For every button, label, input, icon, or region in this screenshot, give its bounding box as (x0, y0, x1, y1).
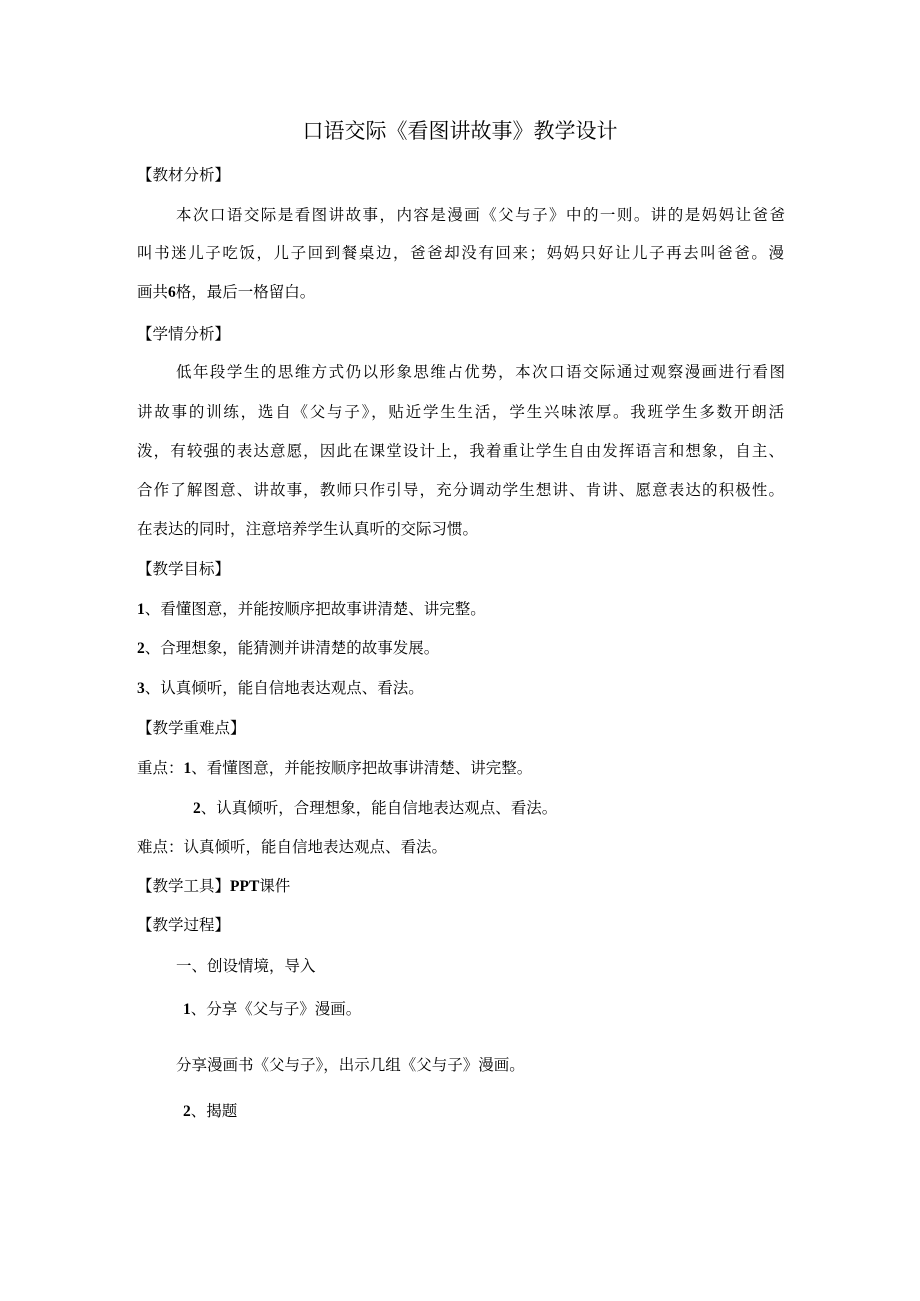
goal-item-2-number: 2 (137, 640, 145, 657)
goal-item-1 (137, 599, 486, 620)
key-point-1-text: 、看懂图意，并能按顺序把故事讲清楚、讲完整。 (191, 759, 533, 777)
key-point-2 (193, 798, 557, 819)
tools-value-bold: PPT (230, 878, 260, 895)
key-point-label: 重点： (137, 759, 184, 777)
difficulty-line: 难点：认真倾听，能自信地表达观点、看法。 (137, 838, 448, 856)
process-step-1: 一、创设情境，导入 (176, 957, 316, 975)
goal-item-1-number: 1 (137, 601, 145, 618)
goal-item-3-number: 3 (137, 680, 145, 697)
goal-item-3 (137, 678, 424, 699)
process-sub-1-number: 1 (183, 1001, 191, 1018)
material-line-2: 叫书迷儿子吃饭，儿子回到餐桌边，爸爸却没有回来；妈妈只好让儿子再去叫爸爸。漫 (137, 244, 784, 262)
learners-line-3: 泼，有较强的表达意愿，因此在课堂设计上，我着重让学生自由发挥语言和想象，自主、 (137, 442, 784, 460)
key-point-1-number: 1 (183, 760, 192, 777)
key-point-2-text: 、认真倾听，合理想象，能自信地表达观点、看法。 (200, 799, 558, 817)
material-line-3-pre: 画共 (137, 283, 169, 301)
process-sub-1 (183, 999, 361, 1020)
tools-line (137, 876, 290, 897)
process-sub-1-text: 、分享《父与子》漫画。 (190, 1000, 362, 1018)
section-heading-material: 【教材分析】 (137, 166, 231, 184)
section-heading-key-points: 【教学重难点】 (137, 719, 246, 737)
key-point-1 (137, 758, 532, 779)
key-point-2-number: 2 (193, 800, 201, 817)
tools-value-rest: 课件 (259, 877, 291, 895)
section-heading-process: 【教学过程】 (137, 916, 231, 934)
learners-line-4: 合作了解图意、讲故事，教师只作引导，充分调动学生想讲、肯讲、愿意表达的积极性。 (137, 481, 784, 499)
section-heading-tools: 【教学工具】 (137, 877, 231, 895)
section-heading-learners: 【学情分析】 (137, 325, 231, 343)
process-sub-2-text: 、揭题 (190, 1102, 238, 1120)
goal-item-2 (137, 638, 439, 659)
material-panel-count: 6 (168, 284, 176, 301)
learners-line-1: 低年段学生的思维方式仍以形象思维占优势，本次口语交际通过观察漫画进行看图 (176, 363, 785, 381)
process-sub-2-number: 2 (183, 1103, 191, 1120)
process-sub-1-detail: 分享漫画书《父与子》，出示几组《父与子》漫画。 (176, 1056, 525, 1074)
section-heading-goals: 【教学目标】 (137, 560, 231, 578)
material-line-1: 本次口语交际是看图讲故事，内容是漫画《父与子》中的一则。讲的是妈妈让爸爸 (176, 206, 785, 224)
document-title: 口语交际《看图讲故事》教学设计 (302, 119, 618, 143)
process-sub-2 (183, 1101, 237, 1122)
goal-item-2-text: 、合理想象，能猜测并讲清楚的故事发展。 (144, 639, 440, 657)
learners-line-2: 讲故事的训练，选自《父与子》，贴近学生生活，学生兴味浓厚。我班学生多数开朗活 (137, 403, 784, 421)
material-line-3 (137, 282, 315, 303)
material-line-3-post: 格，最后一格留白。 (175, 283, 316, 301)
goal-item-3-text: 、认真倾听，能自信地表达观点、看法。 (144, 679, 424, 697)
learners-line-5: 在表达的同时，注意培养学生认真听的交际习惯。 (137, 520, 479, 538)
goal-item-1-text: 、看懂图意，并能按顺序把故事讲清楚、讲完整。 (144, 600, 486, 618)
